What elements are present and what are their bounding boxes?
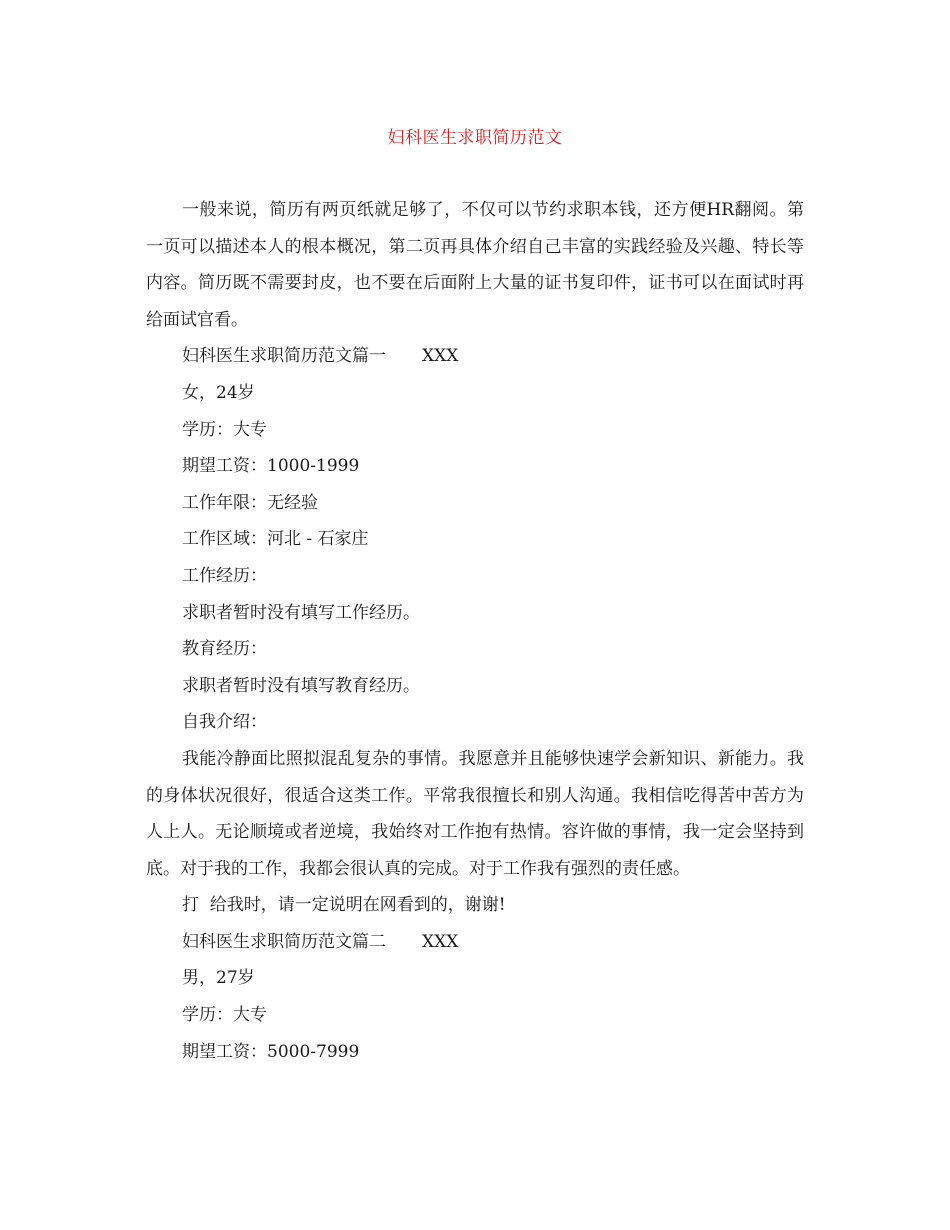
resume1-heading: 妇科医生求职简历范文篇一 xyxy=(182,346,386,367)
resume2-heading-line xyxy=(146,924,804,961)
resume1-heading-line xyxy=(146,338,804,375)
resume1-self-intro: 我能冷静面比照拟混乱复杂的事情。我愿意并且能够快速学会新知识、新能力。我的身体状况很好，很适合这类工作。平常我很擅长和别人沟通。我相信吃得苦中苦方为人上人。无论顺境或者逆境，我始终对工作抱有热情。容许做的事情，我一定会坚持到底。对于我的工作，我都会很认真的完成。对于工作我有强烈的责任感。 xyxy=(146,748,804,879)
resume1-education-history: 求职者暂时没有填写教育经历。 xyxy=(182,675,420,696)
resume1-region: 工作区域：河北 - 石家庄 xyxy=(182,529,369,550)
resume2-education: 学历：大专 xyxy=(182,1005,267,1026)
resume1-education: 学历：大专 xyxy=(182,419,267,440)
resume1-gender-age: 女，24岁 xyxy=(182,382,255,403)
resume2-heading: 妇科医生求职简历范文篇二 xyxy=(182,931,386,952)
resume2-name: XXX xyxy=(422,931,459,952)
resume1-name: XXX xyxy=(422,346,459,367)
resume1-education-history-label: 教育经历： xyxy=(182,639,267,660)
resume2-salary: 期望工资：5000-7999 xyxy=(182,1041,360,1062)
resume1-contact-note: 打 给我时，请一定说明在网看到的，谢谢! xyxy=(182,895,506,916)
resume2-gender-age: 男，27岁 xyxy=(182,968,255,989)
document-title: 妇科医生求职简历范文 xyxy=(387,128,563,148)
resume1-work-history: 求职者暂时没有填写工作经历。 xyxy=(182,602,420,623)
resume1-self-intro-label: 自我介绍： xyxy=(182,712,267,733)
resume1-work-history-label: 工作经历： xyxy=(182,565,267,586)
resume1-salary: 期望工资：1000-1999 xyxy=(182,456,360,477)
document-body xyxy=(146,192,804,1070)
resume1-experience-years: 工作年限：无经验 xyxy=(182,492,318,513)
intro-paragraph: 一般来说，简历有两页纸就足够了，不仅可以节约求职本钱，还方便HR翻阅。第一页可以描述本人的根本概况，第二页再具体介绍自己丰富的实践经验及兴趣、特长等内容。简历既不需要封皮，也不要在后面附上大量的证书复印件，证书可以在面试时再给面试官看。 xyxy=(146,200,804,330)
